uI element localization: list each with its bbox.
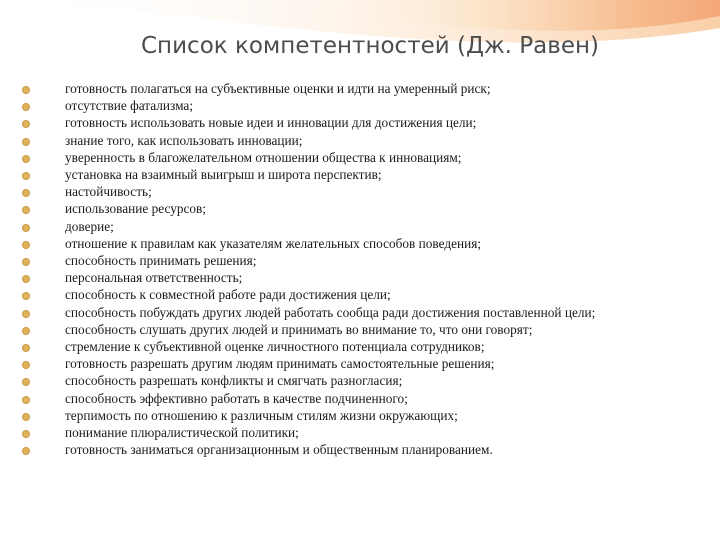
list-item-text: установка на взаимный выигрыш и широта перспектив; [65, 167, 382, 183]
list-item-text: способность побуждать других людей работать сообща ради достижения поставленной цели; [65, 304, 596, 320]
list-item-text: стремление к субъективной оценке личностного потенциала сотрудников; [65, 339, 485, 355]
list-item [20, 441, 710, 458]
list-item-text: терпимость по отношению к различным стилям жизни окружающих; [65, 407, 458, 423]
list-item-text: готовность использовать новые идеи и инновации для достижения цели; [65, 115, 477, 131]
list-item-text: способность разрешать конфликты и смягчать разногласия; [65, 373, 403, 389]
bullet-icon [22, 447, 30, 455]
bullet-icon [22, 224, 30, 232]
list-item [20, 424, 710, 441]
list-item [20, 80, 710, 97]
list-item [20, 132, 710, 149]
bullet-icon [22, 310, 30, 318]
bullet-icon [22, 378, 30, 386]
bullet-icon [22, 120, 30, 128]
list-item [20, 390, 710, 407]
bullet-icon [22, 258, 30, 266]
list-item-text: понимание плюралистической политики; [65, 425, 299, 441]
list-item [20, 355, 710, 372]
bullet-icon [22, 172, 30, 180]
list-item [20, 114, 710, 131]
list-item-text: использование ресурсов; [65, 201, 207, 217]
list-item-text: отсутствие фатализма; [65, 98, 194, 114]
bullet-icon [22, 327, 30, 335]
list-item [20, 200, 710, 217]
bullet-icon [22, 430, 30, 438]
list-item-text: способность к совместной работе ради достижения цели; [65, 287, 391, 303]
bullet-icon [22, 103, 30, 111]
list-item-text: готовность заниматься организационным и общественным планированием. [65, 442, 493, 458]
list-item [20, 286, 710, 303]
list-item-text: уверенность в благожелательном отношении общества к инновациям; [65, 149, 462, 165]
list-item [20, 97, 710, 114]
list-item [20, 183, 710, 200]
list-item-text: способность слушать других людей и принимать во внимание то, что они говорят; [65, 321, 533, 337]
list-item-text: способность эффективно работать в качестве подчиненного; [65, 390, 408, 406]
list-item [20, 407, 710, 424]
slide-title: Список компетентностей (Дж. Равен) [141, 33, 599, 59]
list-item [20, 218, 710, 235]
list-item [20, 269, 710, 286]
list-item-text: готовность полагаться на субъективные оценки и идти на умеренный риск; [65, 81, 491, 96]
list-item [20, 372, 710, 389]
list-item-text: доверие; [65, 218, 114, 234]
bullet-icon [22, 189, 30, 197]
list-item-text: отношение к правилам как указателям желательных способов поведения; [65, 235, 482, 251]
bullet-icon [22, 361, 30, 369]
list-item [20, 166, 710, 183]
list-item [20, 304, 710, 321]
bullet-icon [22, 155, 30, 163]
bullet-icon [22, 396, 30, 404]
bullet-icon [22, 86, 30, 94]
list-item [20, 252, 710, 269]
list-item-text: знание того, как использовать инновации; [65, 132, 303, 148]
list-item [20, 235, 710, 252]
list-item-text: способность принимать решения; [65, 253, 257, 269]
competence-list [20, 80, 710, 458]
bullet-icon [22, 292, 30, 300]
list-item-text: готовность разрешать другим людям принимать самостоятельные решения; [65, 356, 495, 372]
bullet-icon [22, 241, 30, 249]
bullet-icon [22, 138, 30, 146]
bullet-icon [22, 206, 30, 214]
list-item [20, 149, 710, 166]
list-item [20, 338, 710, 355]
bullet-icon [22, 275, 30, 283]
bullet-icon [22, 344, 30, 352]
list-item [20, 321, 710, 338]
bullet-icon [22, 413, 30, 421]
list-item-text: персональная ответственность; [65, 270, 243, 286]
list-item-text: настойчивость; [65, 184, 152, 200]
